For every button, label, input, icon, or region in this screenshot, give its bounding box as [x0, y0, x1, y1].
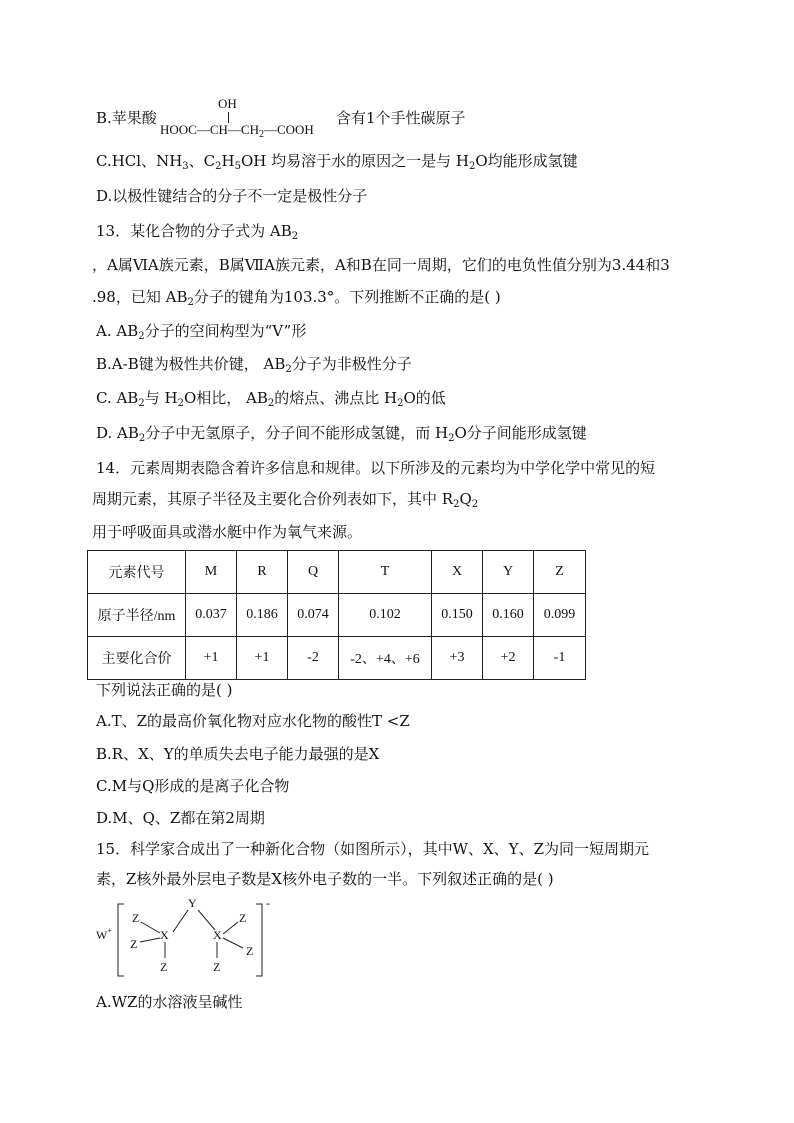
table-cell: 0.074 [288, 594, 339, 637]
table-cell: 0.186 [237, 594, 288, 637]
q14-option-a: A.T、Z的最高价氧化物对应水化物的酸性T <Z [96, 712, 410, 730]
table-cell: T [339, 551, 432, 594]
q15-stem-line1: 15．科学家合成出了一种新化合物（如图所示），其中W、X、Y、Z为同一短周期元 [96, 840, 650, 858]
table-cell: -2、+4、+6 [339, 637, 432, 680]
q14-stem-line3: 用于呼吸面具或潜水艇中作为氧气来源。 [92, 523, 363, 541]
table-cell: +2 [483, 637, 534, 680]
formula-oh: OH [218, 96, 237, 111]
atom-z: Z [213, 960, 221, 974]
q13-option-a: A. $AB_2$分子的空间构型为“V”形 [96, 322, 307, 342]
table-cell: Y [483, 551, 534, 594]
atom-z: Z [239, 911, 247, 925]
q14-option-b: B.R、X、Y的单质失去电子能力最强的是X [96, 745, 380, 763]
table-cell: +3 [432, 637, 483, 680]
table-cell: +1 [237, 637, 288, 680]
right-bracket [256, 904, 262, 976]
table-cell: -1 [534, 637, 586, 680]
anion-charge: - [266, 896, 270, 910]
table-cell: -2 [288, 637, 339, 680]
q14-option-c: C.M与Q形成的是离子化合物 [96, 777, 290, 795]
q15-option-a: A.WZ的水溶液呈碱性 [96, 993, 243, 1011]
q12-option-b-tail [336, 108, 466, 128]
atom-y: Y [188, 896, 197, 910]
table-cell: M [186, 551, 237, 594]
atom-z: Z [130, 937, 138, 951]
row-label: 主要化合价 [88, 637, 186, 680]
cation-label: W+ [96, 926, 112, 942]
q12-option-b-text: 含有1个手性碳原子 [336, 109, 466, 127]
bond-z-x2-top [223, 922, 238, 934]
formula-chain: $HOOC—CH—CH_2—COOH$ [160, 122, 314, 140]
q12-option-b-label: B.苹果酸 [96, 109, 157, 127]
atom-x-left: X [160, 928, 169, 942]
table-cell: 0.160 [483, 594, 534, 637]
q15-stem-line2: 素，Z核外最外层电子数是X核外电子数的一半。下列叙述正确的是( ) [96, 870, 554, 888]
q12-option-c: C.HCl、$NH_3$、$C_2H_5OH$ 均易溶于水的原因之一是与 $H_2O$均能形成氢键 [96, 152, 578, 172]
q13-stem-line3: .98，已知 $AB_2$分子的键角为103.3°。下列推断不正确的是( ) [92, 288, 501, 308]
structure-bonds [96, 900, 276, 980]
compound-structure-diagram [96, 896, 276, 980]
q14-option-d: D.M、Q、Z都在第2周期 [96, 809, 265, 827]
table-cell: Z [534, 551, 586, 594]
atom-z: Z [246, 944, 254, 958]
q14-stem-line1: 14．元素周期表隐含着许多信息和规律。以下所涉及的元素均为中学化学中常见的短 [96, 459, 656, 477]
left-bracket [118, 904, 124, 976]
q13-option-b: B.A-B键为极性共价键， $AB_2$分子为非极性分子 [96, 355, 412, 375]
bond-y-x2 [198, 910, 215, 930]
bond-x1-y [173, 910, 188, 932]
bond-z-x1-left [140, 938, 160, 942]
table-cell: 0.037 [186, 594, 237, 637]
table-cell: R [237, 551, 288, 594]
table-cell: X [432, 551, 483, 594]
table-row-valences [88, 637, 586, 680]
q12-option-d: D.以极性键结合的分子不一定是极性分子 [96, 187, 368, 205]
q13-stem-line1: 13．某化合物的分子式为 $AB_2$ [96, 222, 299, 242]
atom-z: Z [132, 911, 140, 925]
table-cell: 0.150 [432, 594, 483, 637]
q14-ask: 下列说法正确的是( ) [96, 681, 233, 699]
bond-z-x2-right [223, 938, 243, 948]
table-cell: 0.099 [534, 594, 586, 637]
table-cell: Q [288, 551, 339, 594]
row-label: 原子半径/nm [88, 594, 186, 637]
atom-x-right: X [213, 928, 222, 942]
q14-stem-line2: 周期元素，其原子半径及主要化合价列表如下，其中 $R_2Q_2$ [92, 490, 479, 510]
bond-z-x1-top [141, 922, 160, 933]
atom-z: Z [160, 960, 168, 974]
q13-stem-line2: ，A属ⅥA族元素，B属ⅦA族元素，A和B在同一周期，它们的电负性值分别为3.44和3 [92, 256, 670, 274]
table-row-symbols [88, 551, 586, 594]
q13-option-c: C. $AB_2$与 $H_2O$相比， $AB_2$的熔点、沸点比 $H_2O$的低 [96, 389, 446, 409]
table-row-radii [88, 594, 586, 637]
q13-option-d: D. $AB_2$分子中无氢原子，分子间不能形成氢键，而 $H_2O$分子间能形成氢键 [96, 424, 587, 444]
table-cell: +1 [186, 637, 237, 680]
table-cell: 0.102 [339, 594, 432, 637]
element-table [87, 550, 586, 680]
row-label: 元素代号 [88, 551, 186, 594]
q12-option-b [96, 108, 157, 128]
